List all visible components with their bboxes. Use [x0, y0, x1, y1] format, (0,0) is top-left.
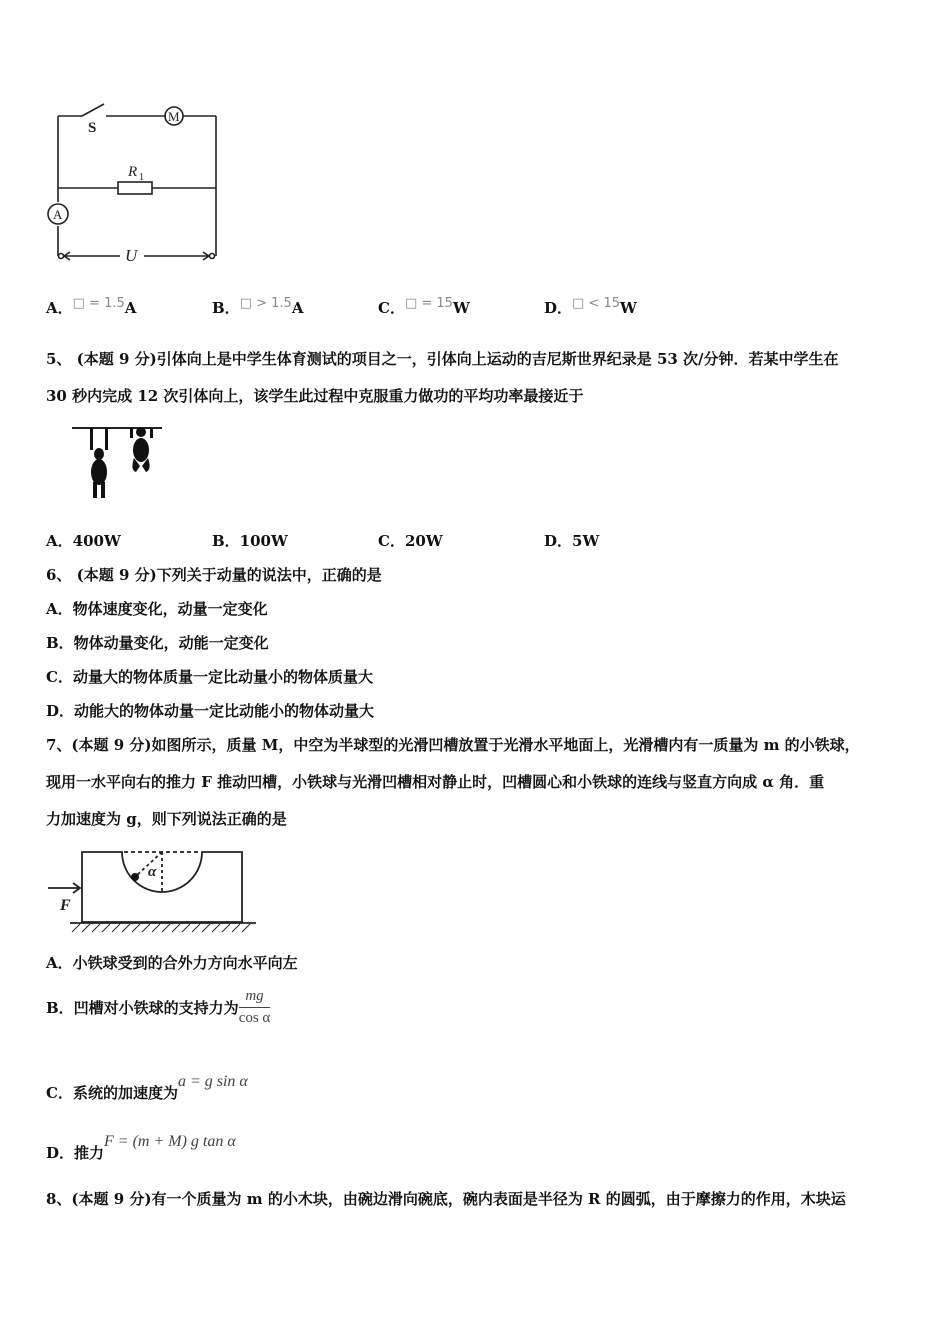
voltage-label: U	[125, 246, 138, 265]
q5-stem-line1: 5、 (本题 9 分)引体向上是中学生体育测试的项目之一，引体向上运动的吉尼斯世界纪录是 53 次/分钟．若某中学生在	[46, 350, 839, 368]
q7-option-c-text: C．系统的加速度为	[46, 1084, 178, 1102]
resistor-sub: 1	[139, 172, 144, 183]
q7-stem-line3: 力加速度为 g，则下列说法正确的是	[46, 810, 287, 828]
q7-option-c-math: a = g sin α	[177, 1073, 248, 1090]
q7-option-d-math: F = (m + M) g tan α	[104, 1133, 236, 1150]
q7-option-d-text: D．推力	[46, 1144, 105, 1162]
q4-option-c[interactable]	[378, 296, 470, 318]
q6-option-a[interactable]: A．物体速度变化，动量一定变化	[46, 600, 268, 618]
q4-option-d-unit: W	[620, 299, 637, 317]
groove-figure	[44, 846, 259, 938]
q6-option-d[interactable]: D．动能大的物体动量一定比动能小的物体动量大	[46, 702, 375, 720]
ammeter-label: A	[53, 207, 63, 222]
q4-option-b-math: □ > 1.5	[239, 296, 292, 311]
q4-option-a[interactable]	[46, 296, 136, 318]
q4-option-c-letter: C．	[378, 299, 405, 317]
q4-option-b-unit: A	[291, 299, 304, 317]
q4-option-d[interactable]	[544, 296, 637, 318]
q7-option-b-numerator: mg	[239, 988, 271, 1008]
q5-option-b[interactable]: B．100W	[212, 532, 288, 550]
switch-label: S	[88, 120, 97, 136]
q7-option-b-denominator: cos α	[238, 1010, 271, 1026]
q6-option-b[interactable]: B．物体动量变化，动能一定变化	[46, 634, 269, 652]
q4-option-a-unit: A	[124, 299, 137, 317]
q7-option-b-text: B．凹槽对小铁球的支持力为	[46, 999, 239, 1017]
q4-option-a-math: □ = 1.5	[72, 296, 125, 311]
angle-label: α	[148, 864, 157, 880]
q4-option-c-unit: W	[452, 299, 470, 317]
q7-option-c[interactable]	[46, 1070, 248, 1102]
q7-stem-line2: 现用一水平向右的推力 F 推动凹槽，小铁球与光滑凹槽相对静止时，凹槽圆心和小铁球的连线与竖直方向成 α 角．重	[46, 773, 825, 791]
q8-stem-line1: 8、(本题 9 分)有一个质量为 m 的小木块，由碗边滑向碗底，碗内表面是半径为 R 的圆弧，由于摩擦力的作用，木块运	[46, 1190, 846, 1208]
q7-option-b-fraction	[239, 988, 271, 1027]
q5-stem-line2: 30 秒内完成 12 次引体向上，该学生此过程中克服重力做功的平均功率最接近于	[46, 387, 584, 405]
q7-stem-line1: 7、(本题 9 分)如图所示，质量 M，中空为半球型的光滑凹槽放置于光滑水平地面上，光滑槽内有一质量为 m 的小铁球，	[46, 736, 860, 754]
q4-option-a-letter: A．	[46, 299, 73, 317]
q7-option-b[interactable]	[46, 988, 270, 1027]
q4-option-c-math: □ = 15	[404, 296, 453, 311]
resistor-label: R	[128, 164, 138, 180]
q4-option-d-math: □ < 15	[572, 296, 620, 311]
q7-option-a[interactable]: A．小铁球受到的合外力方向水平向左	[46, 954, 298, 972]
motor-label: M	[168, 109, 180, 124]
q5-option-d[interactable]: D．5W	[544, 532, 600, 550]
q6-option-c[interactable]: C．动量大的物体质量一定比动量小的物体质量大	[46, 668, 373, 686]
q4-option-b[interactable]	[212, 296, 303, 318]
q5-option-c[interactable]: C．20W	[378, 532, 443, 550]
q4-option-b-letter: B．	[212, 299, 240, 317]
q7-option-d[interactable]	[46, 1130, 236, 1162]
q4-option-d-letter: D．	[544, 299, 573, 317]
force-label: F	[60, 897, 71, 914]
circuit-diagram	[44, 100, 224, 270]
q6-stem: 6、 (本题 9 分)下列关于动量的说法中，正确的是	[46, 566, 382, 584]
q5-option-a[interactable]: A．400W	[46, 532, 121, 550]
pull-up-figure	[70, 422, 165, 502]
